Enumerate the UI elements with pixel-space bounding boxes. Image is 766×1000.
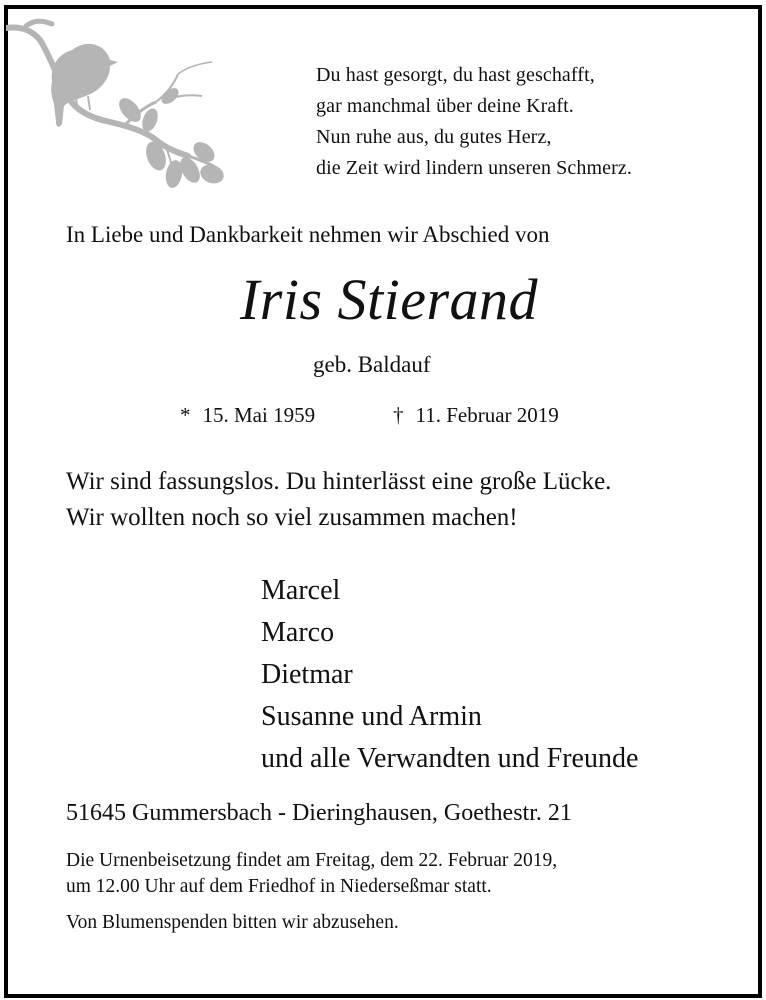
birth-symbol: * [180,403,191,427]
death-date [393,403,559,428]
mourner: Marco [261,617,335,648]
bird-on-branch-icon [6,14,231,192]
flowers-note: Von Blumenspenden bitten wir abzusehen. [66,912,399,933]
death-symbol: † [393,403,404,427]
urn-line: um 12.00 Uhr auf dem Friedhof in Niederseßmar statt. [66,876,492,897]
poem [316,60,632,184]
poem-line: Nun ruhe aus, du gutes Herz, [316,126,552,148]
farewell-intro: In Liebe und Dankbarkeit nehmen wir Abschied von [66,222,550,247]
mourner: Marcel [261,575,341,606]
poem-line: Du hast gesorgt, du hast geschafft, [316,64,595,86]
urn-burial-info [66,848,557,900]
personal-message [66,464,611,536]
birth-date-text: 15. Mai 1959 [202,403,316,427]
message-line: Wir wollten noch so viel zusammen machen! [66,504,518,531]
mourners-list [261,570,638,780]
poem-line: gar manchmal über deine Kraft. [316,95,574,117]
deceased-name: Iris Stierand [239,267,539,332]
family-address: 51645 Gummersbach - Dieringhausen, Goethestr. 21 [66,800,572,826]
urn-line: Die Urnenbeisetzung findet am Freitag, dem 22. Februar 2019, [66,850,558,871]
poem-line: die Zeit wird lindern unseren Schmerz. [316,157,632,179]
mourner: und alle Verwandten und Freunde [261,743,639,774]
death-date-text: 11. Februar 2019 [415,403,559,427]
birth-date [180,403,315,428]
mourner: Susanne und Armin [261,701,482,732]
maiden-name: geb. Baldauf [313,352,431,377]
mourner: Dietmar [261,659,353,690]
message-line: Wir sind fassungslos. Du hinterlässt eine große Lücke. [66,468,612,495]
